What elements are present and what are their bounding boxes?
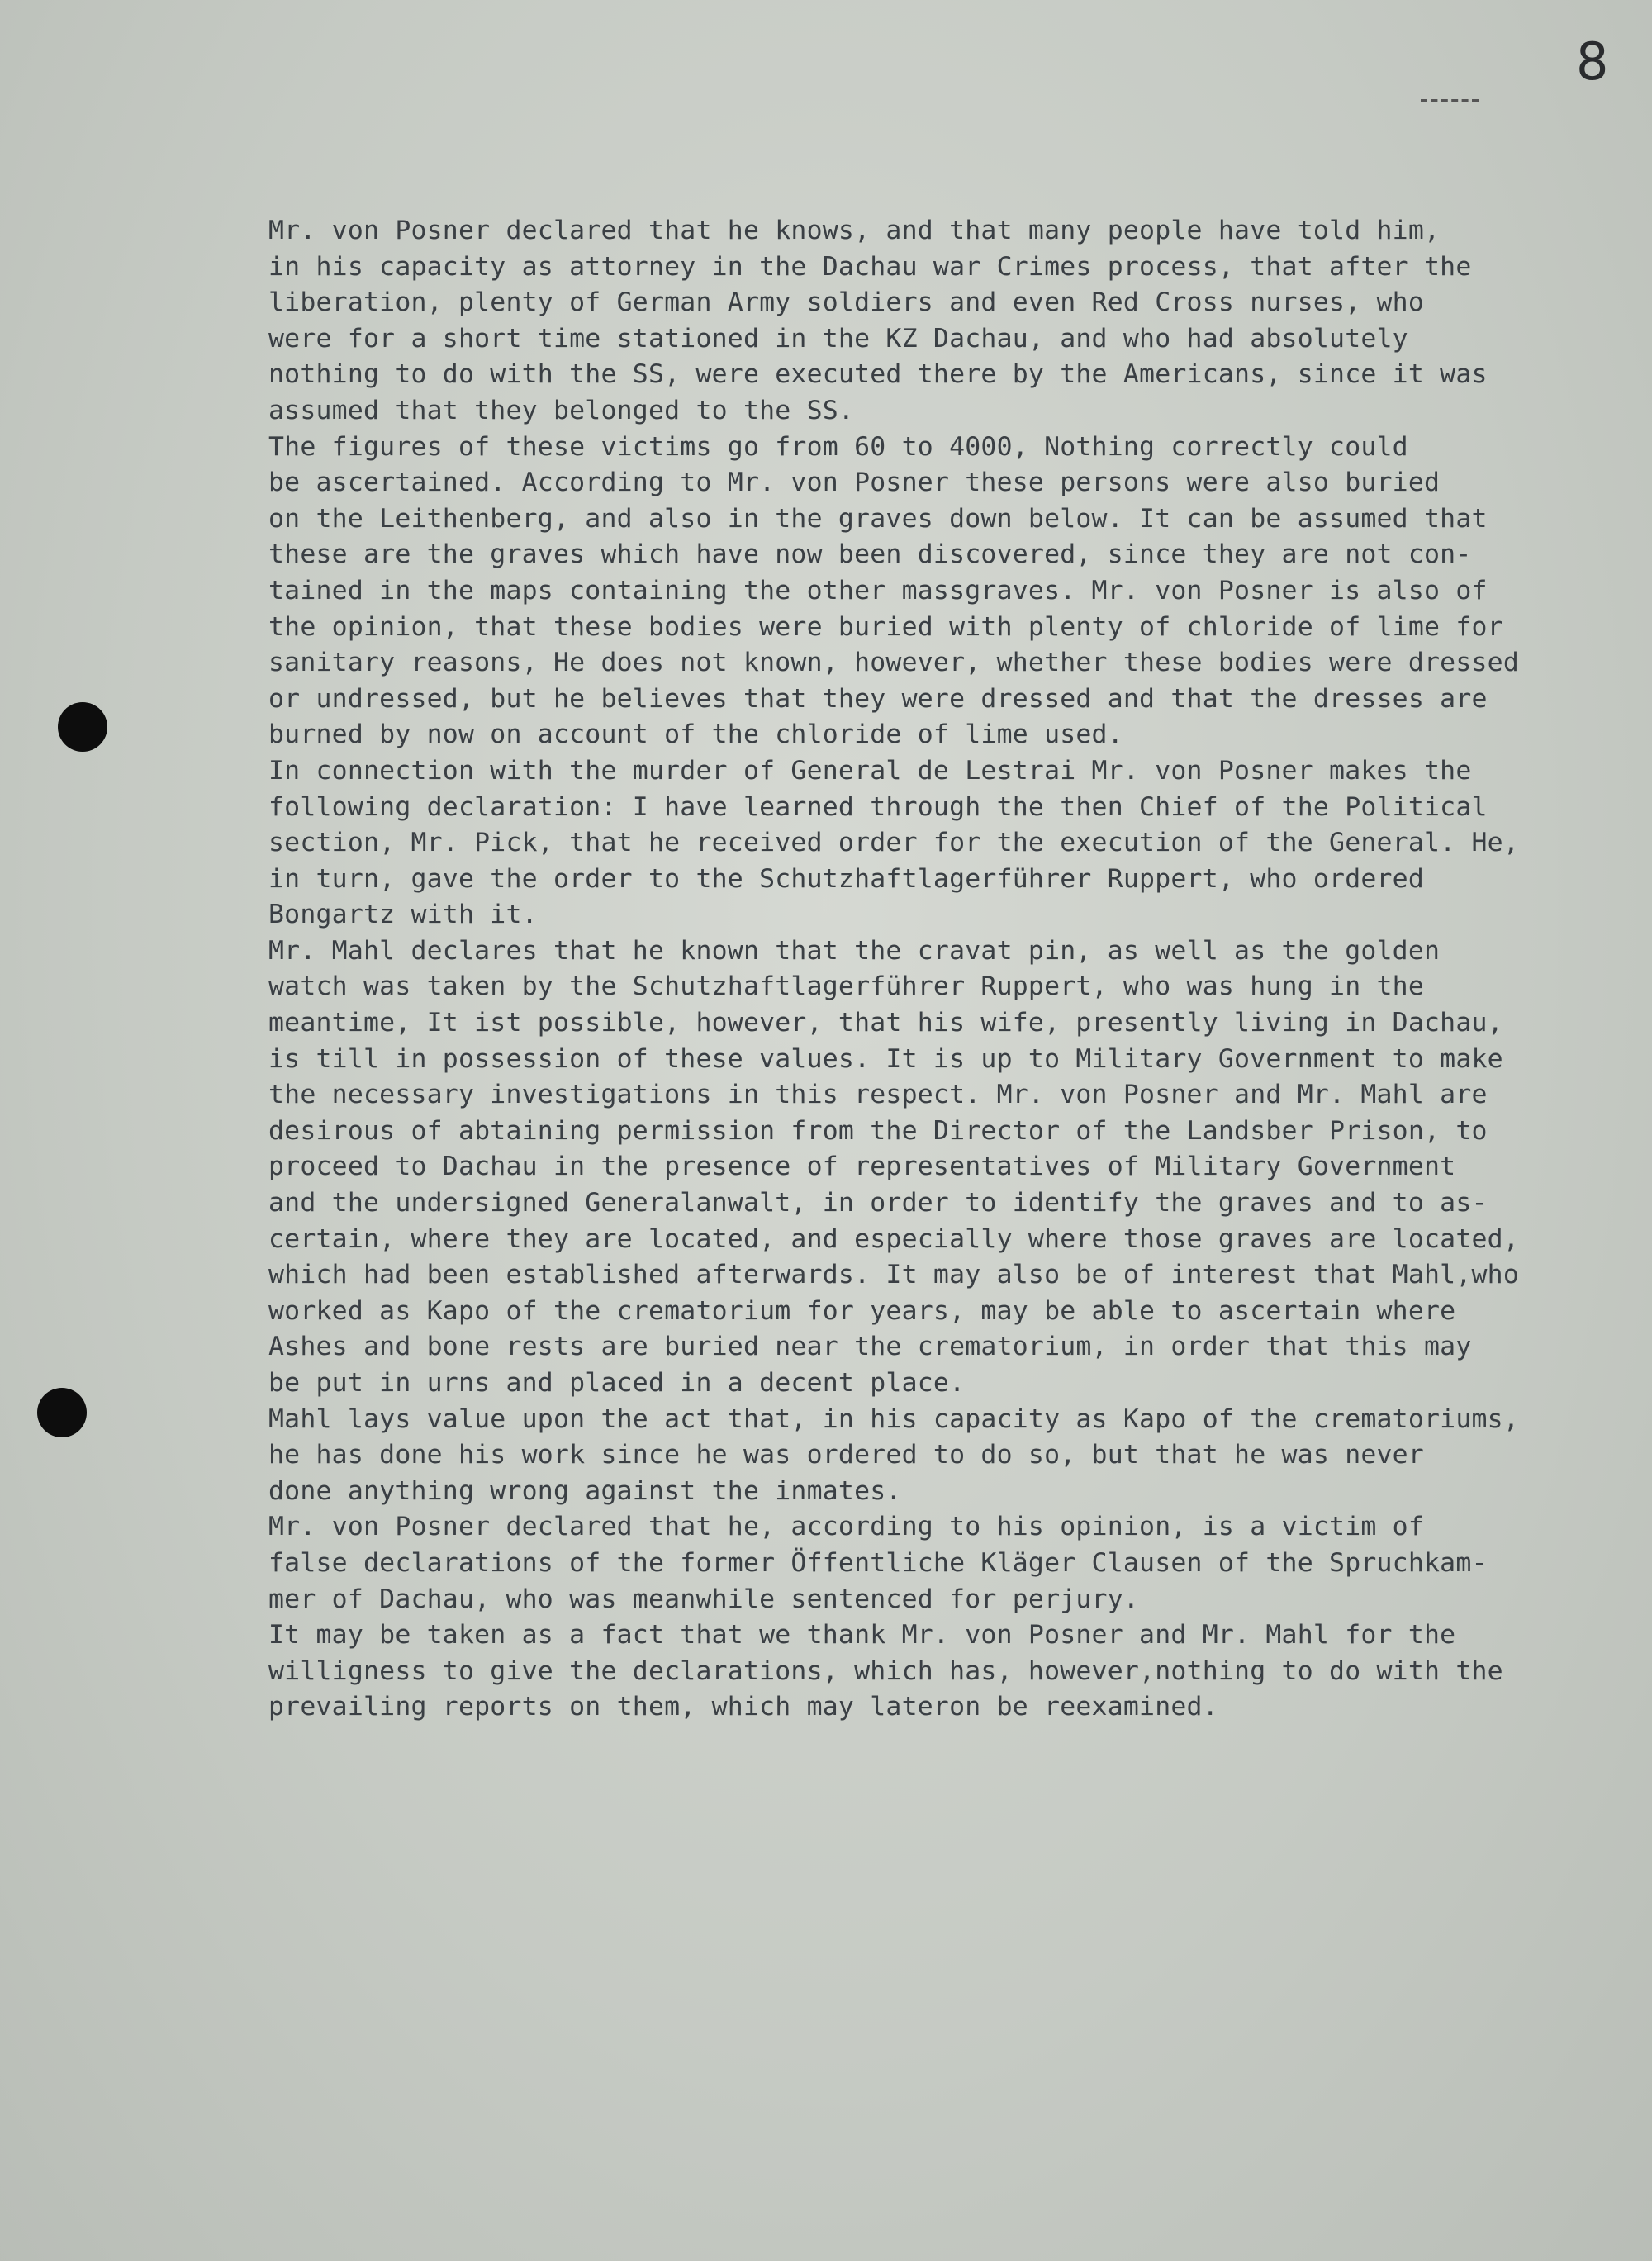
text-line: false declarations of the former Öffentliche Kläger Clausen of the Spruchkam-	[268, 1547, 1488, 1578]
text-line: is till in possession of these values. It is up to Military Government to make	[268, 1043, 1503, 1074]
text-line: Mahl lays value upon the act that, in his capacity as Kapo of the crematoriums,	[268, 1404, 1520, 1434]
text-line: tained in the maps containing the other massgraves. Mr. von Posner is also of	[268, 575, 1488, 606]
text-line: mer of Dachau, who was meanwhile sentenced for perjury.	[268, 1584, 1140, 1614]
text-line: worked as Kapo of the crematorium for years, may be able to ascertain where	[268, 1295, 1456, 1326]
text-line: assumed that they belonged to the SS.	[268, 395, 855, 425]
text-line: or undressed, but he believes that they were dressed and that the dresses are	[268, 683, 1488, 714]
text-line: certain, where they are located, and especially where those graves are located,	[268, 1223, 1520, 1254]
text-line: liberation, plenty of German Army soldiers and even Red Cross nurses, who	[268, 287, 1425, 318]
text-line: prevailing reports on them, which may lateron be reexamined.	[268, 1692, 1218, 1722]
corner-pencil-mark	[1421, 99, 1479, 107]
text-line: and the undersigned Generalanwalt, in order to identify the graves and to as-	[268, 1188, 1488, 1218]
text-line: which had been established afterwards. It may also be of interest that Mahl,who	[268, 1260, 1520, 1290]
text-line: he has done his work since he was ordered to do so, but that he was never	[268, 1440, 1425, 1470]
text-line: watch was taken by the Schutzhaftlagerführer Ruppert, who was hung in the	[268, 971, 1425, 1002]
punch-hole	[37, 1388, 87, 1437]
text-line: The figures of these victims go from 60 to 4000, Nothing correctly could	[268, 431, 1408, 462]
text-line: these are the graves which have now been discovered, since they are not con-	[268, 539, 1472, 570]
text-line: the opinion, that these bodies were buried with plenty of chloride of lime for	[268, 611, 1503, 642]
text-line: Ashes and bone rests are buried near the crematorium, in order that this may	[268, 1332, 1472, 1362]
text-line: Bongartz with it.	[268, 900, 538, 930]
text-line: were for a short time stationed in the KZ Dachau, and who had absolutely	[268, 323, 1408, 354]
text-line: be put in urns and placed in a decent place.	[268, 1368, 966, 1398]
text-line: Mr. von Posner declared that he knows, and that many people have told him,	[268, 216, 1441, 245]
text-line: willigness to give the declarations, which has, however,nothing to do with the	[268, 1655, 1503, 1686]
text-line: sanitary reasons, He does not known, however, whether these bodies were dressed	[268, 648, 1520, 678]
text-line: on the Leithenberg, and also in the graves down below. It can be assumed that	[268, 503, 1488, 534]
typewritten-body	[268, 213, 1623, 1726]
text-line: in his capacity as attorney in the Dachau war Crimes process, that after the	[268, 251, 1472, 282]
text-line: done anything wrong against the inmates.	[268, 1475, 902, 1506]
text-line: the necessary investigations in this respect. Mr. von Posner and Mr. Mahl are	[268, 1080, 1488, 1110]
text-line: be ascertained. According to Mr. von Posner these persons were also buried	[268, 468, 1441, 498]
text-line: following declaration: I have learned through the then Chief of the Political	[268, 791, 1488, 822]
text-line: burned by now on account of the chloride of lime used.	[268, 720, 1123, 750]
text-line: in turn, gave the order to the Schutzhaftlagerführer Ruppert, who ordered	[268, 863, 1425, 894]
text-line: In connection with the murder of General de Lestrai Mr. von Posner makes the	[268, 755, 1472, 786]
text-line: Mr. von Posner declared that he, according to his opinion, is a victim of	[268, 1512, 1425, 1542]
text-line: nothing to do with the SS, were executed there by the Americans, since it was	[268, 359, 1488, 390]
page-number: 8	[1576, 31, 1609, 92]
text-line: meantime, It ist possible, however, that his wife, presently living in Dachau,	[268, 1008, 1503, 1038]
text-line: section, Mr. Pick, that he received order for the execution of the General. He,	[268, 828, 1520, 858]
text-line: It may be taken as a fact that we thank Mr. von Posner and Mr. Mahl for the	[268, 1620, 1456, 1651]
punch-hole	[58, 702, 107, 752]
text-line: proceed to Dachau in the presence of representatives of Military Government	[268, 1152, 1456, 1182]
text-line: desirous of abtaining permission from the Director of the Landsber Prison, to	[268, 1115, 1488, 1146]
text-line: Mr. Mahl declares that he known that the cravat pin, as well as the golden	[268, 935, 1441, 966]
